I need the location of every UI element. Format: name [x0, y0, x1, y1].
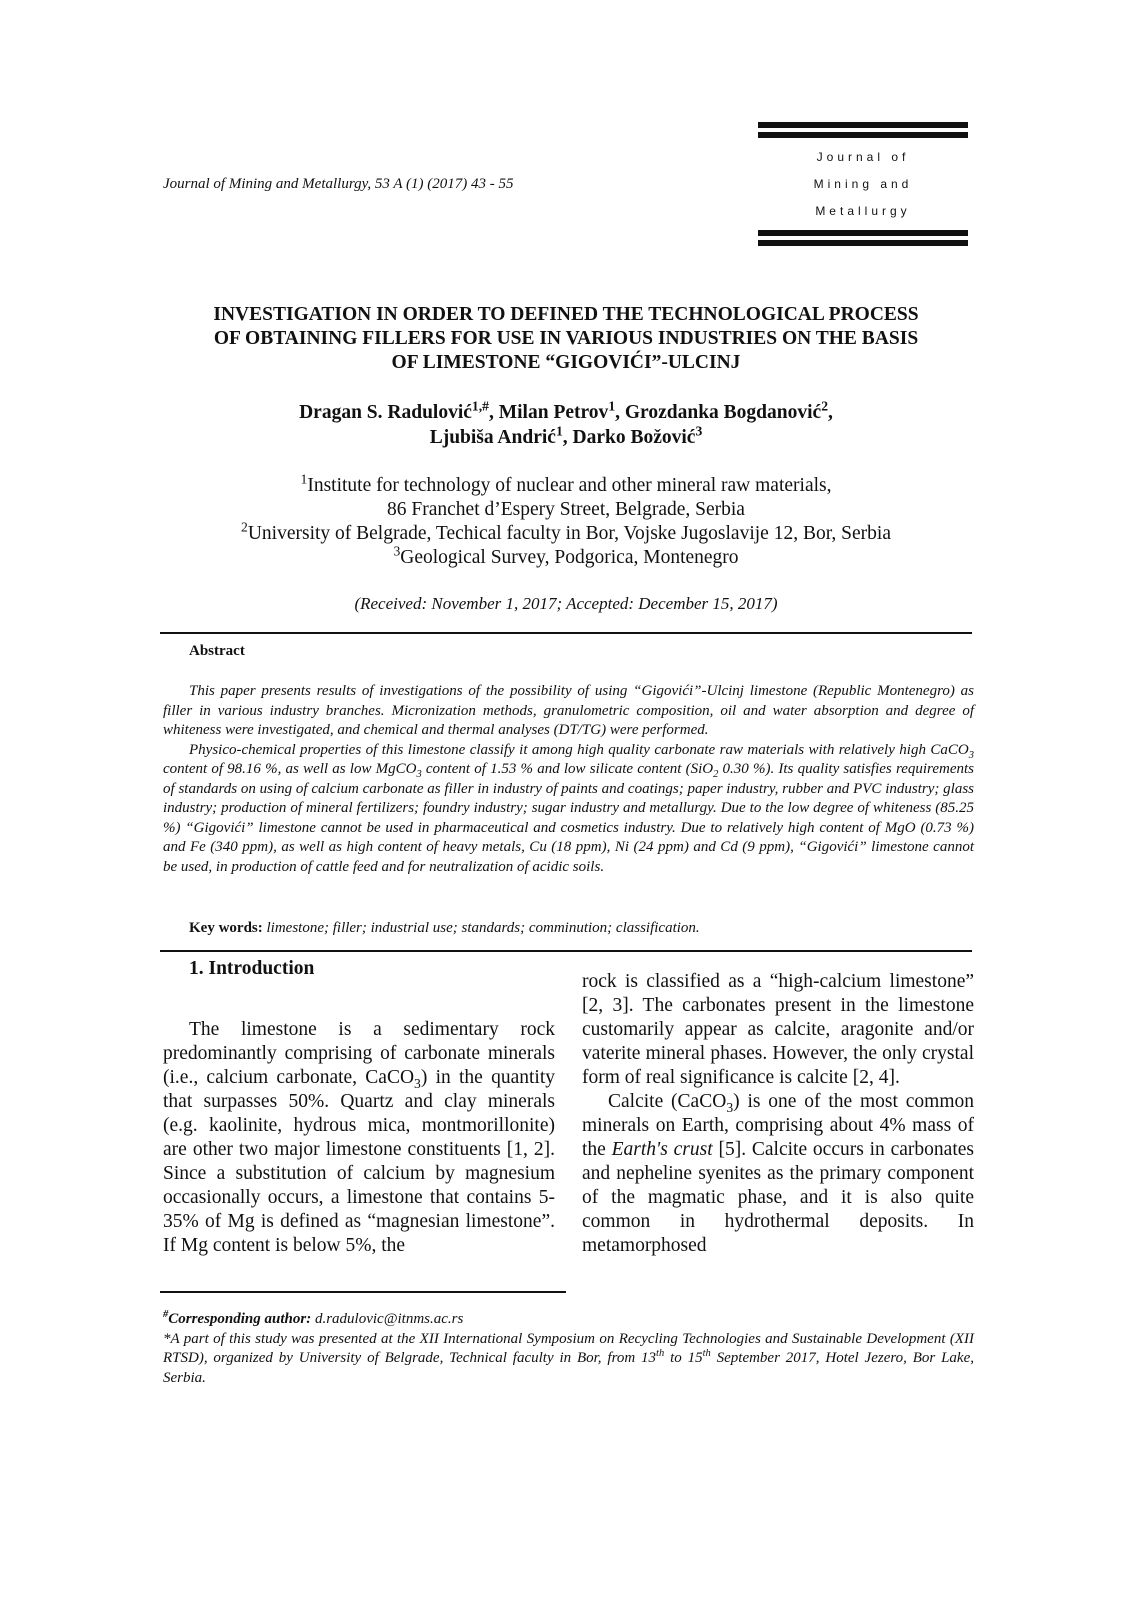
logo-bar — [758, 132, 968, 138]
author-list: Dragan S. Radulović$^{1,\#}$, Milan Petrov$^1$, Grozdanka Bogdanović$^2$, Ljubiša Andrić$^1$, Darko Božović$^3$ — [299, 398, 833, 448]
abstract-body — [163, 682, 974, 877]
affil-line: Institute for technology of nuclear and other mineral raw materials, — [307, 475, 832, 496]
logo-bar — [758, 230, 968, 236]
affil-line: University of Belgrade, Techical faculty in Bor, Vojske Jugoslavije 12, Bor, Serbia — [247, 523, 891, 544]
keywords — [189, 920, 700, 937]
body-paragraph: Calcite (CaCO$_3$) is one of the most common minerals on Earth, comprising about 4% mass of the Earth's crust [5]. Calcite occurs in carbonates and nepheline syenites as the primary component of the magmatic phase, and it is also quite common in hydrothermal deposits. In metamorphosed — [582, 1091, 975, 1256]
keywords-text: limestone; filler; industrial use; standards; comminution; classification. — [262, 920, 700, 936]
divider — [160, 950, 972, 952]
author-affil-mark: 2 — [821, 398, 829, 414]
author-name: Darko Božović — [572, 427, 696, 448]
divider — [160, 632, 972, 634]
logo-bar — [758, 240, 968, 246]
footnote-divider — [160, 1291, 566, 1293]
received-dates: (Received: November 1, 2017; Accepted: December 15, 2017) — [354, 594, 778, 613]
abstract-paragraph: This paper presents results of investigations of the possibility of using “Gigovići”-Ulcinj limestone (Republic Montenegro) as filler in various industry branches. Micronization methods, granulometric composition, oil and water absorption and degree of whiteness were investigated, and chemical and thermal analyses (DT/TG) were performed. — [163, 683, 974, 738]
affil-number: 2 — [241, 519, 248, 535]
affil-line: Geological Survey, Podgorica, Montenegro — [400, 547, 739, 568]
logo-line: Mining and — [813, 177, 913, 191]
intro-right-column — [582, 970, 974, 1258]
corresponding-author: #Corresponding author: d.radulovic@itnms.ac.rs — [163, 1309, 464, 1327]
author-affil-mark: 1 — [608, 398, 616, 414]
intro-left-column — [163, 1018, 555, 1258]
affil-line: 86 Franchet d’Espery Street, Belgrade, Serbia — [387, 499, 745, 520]
journal-logo — [758, 122, 968, 250]
author-affil-mark: 1 — [555, 423, 563, 439]
presentation-note: *A part of this study was presented at the XII International Symposium on Recycling Technologies and Sustainable Development (XII RTSD), organized by University of Belgrade, Technical faculty in Bor, from 13th to 15th September 2017, Hotel Jezero, Bor Lake, Serbia. — [163, 1330, 974, 1386]
author-name: Milan Petrov — [498, 402, 609, 423]
footnotes — [163, 1310, 974, 1388]
author-name: Grozdanka Bogdanović — [624, 402, 822, 423]
author-name: Dragan S. Radulović — [299, 402, 472, 423]
title-line: OF LIMESTONE “GIGOVIĆI”-ULCINJ — [391, 352, 741, 373]
logo-text — [758, 144, 968, 225]
abstract-heading: Abstract — [189, 643, 245, 659]
logo-line: Journal of — [816, 150, 910, 164]
abstract-paragraph: Physico-chemical properties of this limestone classify it among high quality carbonate raw materials with relatively high CaCO$_3$ content of 98.16 %, as well as low MgCO$_3$ content of 1.53 % and low silicate content (SiO$_2$ 0.30 %). Its quality satisfies requirements of standards on using of calcium carbonate as filler in industry of paints and coatings; paper industry, rubber and PVC industry; glass industry; production of mineral fertilizers; foundry industry; sugar industry and metallurgy. Due to the low degree of whiteness (85.25 %) “Gigovići” limestone cannot be used in pharmaceutical and cosmetics industry. Due to relatively high content of MgO (0.73 %) and Fe (340 ppm), as well as high content of heavy metals, Cu (18 ppm), Ni (24 ppm) and Cd (9 ppm), “Gigovići” limestone cannot be used, in production of cattle feed and for neutralization of acidic soils. — [163, 741, 974, 875]
title-line: OF OBTAINING FILLERS FOR USE IN VARIOUS INDUSTRIES ON THE BASIS — [213, 328, 919, 349]
section-heading-introduction: 1. Introduction — [189, 958, 315, 979]
author-affil-mark: 3 — [695, 423, 703, 439]
affiliations — [160, 471, 972, 570]
author-name: Ljubiša Andrić — [429, 427, 556, 448]
keywords-label: Key words: — [189, 920, 263, 936]
logo-line: Metallurgy — [815, 204, 911, 218]
paper-title — [160, 303, 972, 375]
journal-citation: Journal of Mining and Metallurgy, 53 A (1) (2017) 43 - 55 — [163, 176, 514, 192]
title-line: INVESTIGATION IN ORDER TO DEFINED THE TECHNOLOGICAL PROCESS — [213, 304, 919, 325]
body-paragraph: The limestone is a sedimentary rock predominantly comprising of carbonate minerals (i.e., calcium carbonate, CaCO$_3$) in the quantity that surpasses 50%. Quartz and clay minerals (e.g. kaolinite, hydrous mica, montmorillonite) are other two major limestone constituents [1, 2]. Since a substitution of calcium by magnesium occasionally occurs, a limestone that contains 5-35% of Mg is defined as “magnesian limestone”. If Mg content is below 5%, the — [163, 1019, 555, 1256]
affil-number: 3 — [393, 543, 401, 559]
author-affil-mark: 1,# — [471, 398, 489, 414]
affil-number: 1 — [300, 471, 308, 487]
body-paragraph: rock is classified as a “high-calcium limestone” [2, 3]. The carbonates present in the limestone customarily appear as calcite, aragonite and/or vaterite mineral phases. However, the only crystal form of real significance is calcite [2, 4]. — [582, 971, 974, 1088]
logo-bar — [758, 122, 968, 128]
